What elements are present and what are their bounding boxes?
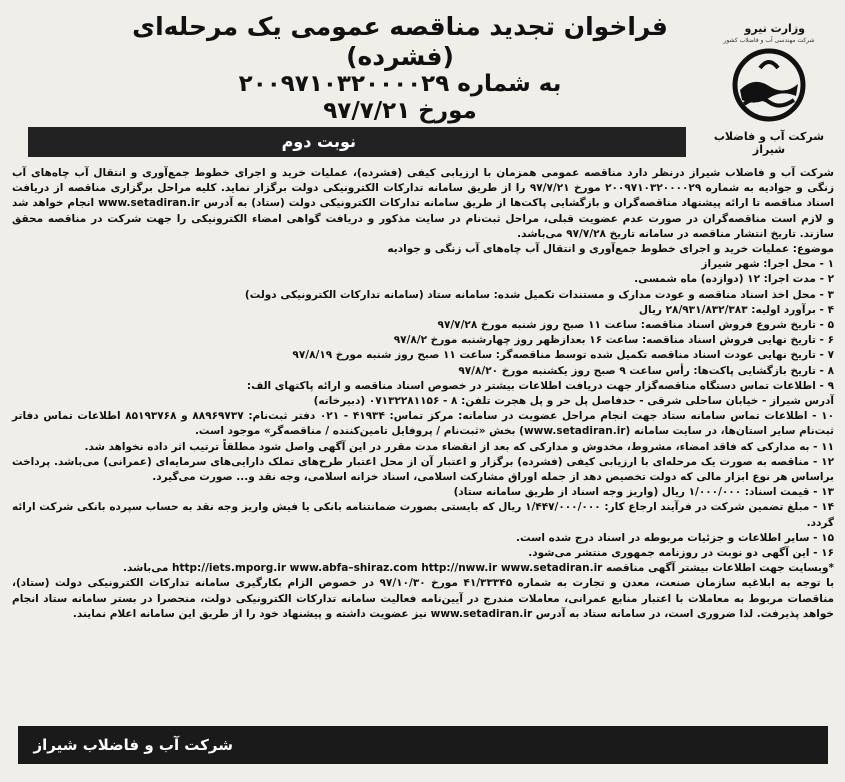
notice-item: ۶ - تاریخ نهایی فروش اسناد مناقصه: ساعت ۱۶ بعدازظهر روز چهارشنبه مورخ ۹۷/۸/۲ <box>393 334 834 347</box>
notice-item: ۱۰ - اطلاعات تماس سامانه ستاد جهت انجام مراحل عضویت در سامانه: مرکز تماس: ۴۱۹۳۴ - ۰۲۱ دفتر ثبت‌نام: ۸۸۹۶۹۷۳۷ و ۸۵۱۹۳۷۶۸ اطلاعات تماس دفاتر ثبت‌نام سایر استان‌ها، در سایت سامانه (www.setadiran.ir) بخش «ثبت‌نام / پروفایل تامین‌کننده / مناقصه‌گر» موجود است. <box>12 410 834 438</box>
notice-item: ۱۲ - مناقصه به صورت یک مرحله‌ای با ارزیابی کیفی (فشرده) برگزار و اعتبار آن از محل اعتبار طرح‌های تملک دارایی‌های سرمایه‌ای (عمرانی) می‌باشد. پرداخت براساس هر نوع ابزار مالی که دولت تخصیص دهد از جمله اوراق مشارکت اسلامی، اسناد خزانه اسلامی، وجه نقد و... صورت می‌گیرد. <box>12 455 834 484</box>
intro-paragraph: شرکت آب و فاضلاب شیراز درنظر دارد مناقصه عمومی همزمان با ارزیابی کیفی (فشرده)، عملیات خرید و اجرای خطوط جمع‌آوری و انتقال آب چاه‌های آب زنگی و جوادیه به شماره ۲۰۰۹۷۱۰۳۲۰۰۰۰۲۹ مورخ ۹۷/۷/۲۱ را از طریق سامانه تدارکات الکترونیکی دولت برگزار نماید. کلیه مراحل برگزاری مناقصه از دریافت اسناد مناقصه تا ارائه پیشنهاد مناقصه‌گران و بازگشایی پاکت‌ها از طریق سامانه تدارکات الکترونیکی دولت (ستاد) به آدرس www.setadiran.ir انجام خواهد شد و لازم است مناقصه‌گران در صورت عدم عضویت قبلی، مراحل ثبت‌نام در سایت مذکور و دریافت گواهی امضاء الکترونیکی را جهت شرکت در مناقصه محقق سازند. تاریخ انتشار مناقصه در سامانه تاریخ ۹۷/۷/۲۸ می‌باشد. <box>12 167 834 240</box>
logo-subtitle: شرکت مهندسی آب و فاضلاب کشور <box>723 37 815 44</box>
round-label: نوبت دوم <box>281 132 356 151</box>
notice-item: ۲ - مدت اجرا: ۱۲ (دوازده) ماه شمسی. <box>634 273 834 286</box>
notice-item: ۱ - محل اجرا: شهر شیراز <box>701 258 834 271</box>
notice-item: ۴ - برآورد اولیه: ۲۸/۹۳۱/۸۳۲/۳۸۳ ریال <box>638 303 834 316</box>
title-line-2: به شماره ۲۰۰۹۷۱۰۳۲۰۰۰۰۲۹ <box>238 71 562 97</box>
notice-item: ۸ - تاریخ بازگشایی پاکت‌ها: رأس ساعت ۹ صبح روز یکشنبه مورخ ۹۷/۸/۲۰ <box>458 364 834 377</box>
notice-item: ۹ - اطلاعات تماس دستگاه مناقصه‌گزار جهت دریافت اطلاعات بیشتر در خصوص اسناد مناقصه و ارائه پاکتهای الف: <box>246 379 834 392</box>
notice-item: ۳ - محل اخذ اسناد مناقصه و عودت مدارک و مستندات تکمیل شده: سامانه ستاد (سامانه تدارکات الکترونیکی دولت) <box>244 288 834 301</box>
title-line-1: فراخوان تجدید مناقصه عمومی یک مرحله‌ای (فشرده) <box>132 12 668 71</box>
notice-item: *وبسایت جهت اطلاعات بیشتر آگهی مناقصه http://iets.mporg.ir www.abfa–shiraz.com http://nww.ir www.setadiran.ir می‌باشد. <box>122 562 834 575</box>
notice-body <box>12 166 834 622</box>
notice-item: ۱۶ - این آگهی دو نوبت در روزنامه جمهوری منتشر می‌شود. <box>528 547 834 560</box>
round-banner <box>28 127 686 157</box>
notice-title <box>120 12 680 125</box>
notice-item: ۱۴ - مبلغ تضمین شرکت در فرآیند ارجاع کار: ۱/۴۴۷/۰۰۰/۰۰۰ ریال که بایستی بصورت ضمانتنامه بانکی یا فیش واریز وجه نقد به حساب سپرده بانکی شرکت ارائه گردد. <box>12 501 834 529</box>
notice-item: ۷ - تاریخ نهایی عودت اسناد مناقصه تکمیل شده توسط مناقصه‌گر: ساعت ۱۱ صبح روز شنبه مورخ ۹۷/۸/۱۹ <box>292 349 834 362</box>
notice-item: با توجه به ابلاغیه سازمان صنعت، معدن و تجارت به شماره ۴۱/۳۳۳۴۵ مورخ ۹۷/۱۰/۳۰ در خصوص الزام بکارگیری سامانه تدارکات الکترونیکی دولت (ستاد)، مناقصات مربوط به معاملات با اعتبار منابع عمرانی، معاملات مندرج در آیین‌نامه فعالیت سامانه تدارکات الکترونیکی دولت، منحصرا در بستر سامانه ستاد انجام خواهد پذیرفت. لذا ضروری است، در سامانه ستاد به آدرس www.setadiran.ir نیز عضویت داشته و پیشنهاد خود را از طریق این سامانه اعلام نمایند. <box>12 577 835 620</box>
logo-company-name: شرکت آب و فاضلاب شیراز <box>713 130 825 156</box>
notice-item: آدرس شیراز - خیابان ساحلی شرقی - حدفاصل پل حر و پل هجرت تلفن: ۸ - ۰۷۱۳۲۲۸۱۱۵۶ (دبیرخانه) <box>313 395 834 408</box>
footer-company-name: شرکت آب و فاضلاب شیراز <box>33 736 233 754</box>
water-wave-logo-icon <box>730 46 808 124</box>
title-line-3: مورخ ۹۷/۷/۲۱ <box>323 98 477 125</box>
footer-banner <box>18 726 828 764</box>
notice-item: موضوع: عملیات خرید و اجرای خطوط جمع‌آوری و انتقال آب چاه‌های آب زنگی و جوادیه <box>387 243 834 256</box>
notice-item: ۱۳ - قیمت اسناد: ۱/۰۰۰/۰۰۰ ریال (واریز وجه اسناد از طریق سامانه ستاد) <box>453 486 834 499</box>
ministry-label: وزارت نیرو <box>744 22 805 35</box>
notice-item: ۱۵ - سایر اطلاعات و جزئیات مربوطه در اسناد درج شده است. <box>515 531 834 544</box>
notice-item: ۱۱ - به مدارکی که فاقد امضاء، مشروط، مخدوش و مدارکی که بعد از انقضاء مدت مقرر در این آگهی واصل شود مطلقاً ترتیب اثر داده نخواهد شد. <box>84 440 834 453</box>
organization-logo <box>703 22 835 162</box>
notice-item: ۵ - تاریخ شروع فروش اسناد مناقصه: ساعت ۱۱ صبح روز شنبه مورخ ۹۷/۷/۲۸ <box>437 319 834 332</box>
